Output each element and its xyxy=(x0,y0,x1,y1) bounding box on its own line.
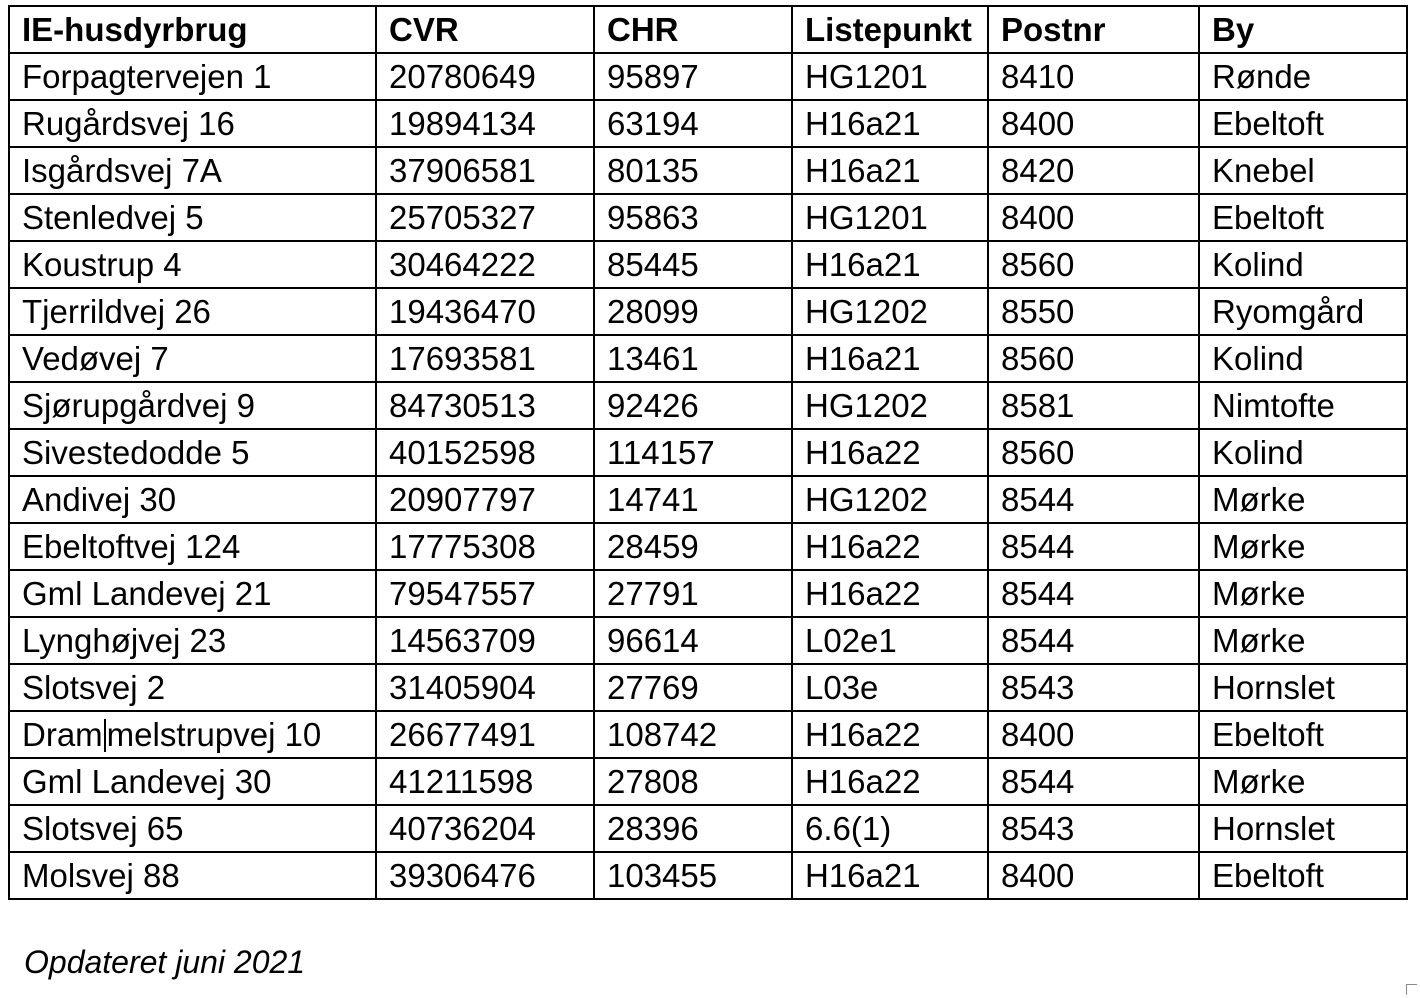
cell-chr[interactable]: 92426 xyxy=(594,382,792,429)
cell-listepunkt[interactable]: H16a21 xyxy=(792,147,988,194)
cell-listepunkt[interactable]: HG1202 xyxy=(792,288,988,335)
cell-listepunkt[interactable]: H16a21 xyxy=(792,241,988,288)
cell-cvr[interactable]: 19894134 xyxy=(376,100,594,147)
cell-listepunkt[interactable]: H16a22 xyxy=(792,758,988,805)
cell-address[interactable]: Ebeltoftvej 124 xyxy=(9,523,376,570)
table-row xyxy=(9,852,1407,899)
cell-address[interactable]: Slotsvej 65 xyxy=(9,805,376,852)
header-row xyxy=(9,6,1407,53)
cell-cvr[interactable]: 40152598 xyxy=(376,429,594,476)
cell-address[interactable]: Molsvej 88 xyxy=(9,852,376,899)
cell-cvr[interactable]: 41211598 xyxy=(376,758,594,805)
cell-chr[interactable]: 27769 xyxy=(594,664,792,711)
cell-listepunkt[interactable]: HG1202 xyxy=(792,382,988,429)
cell-postnr[interactable]: 8400 xyxy=(988,711,1199,758)
table-row xyxy=(9,429,1407,476)
cell-chr[interactable]: 95863 xyxy=(594,194,792,241)
header-postnr: Postnr xyxy=(988,6,1199,53)
cell-address[interactable]: Gml Landevej 21 xyxy=(9,570,376,617)
cell-address[interactable]: Vedøvej 7 xyxy=(9,335,376,382)
cell-postnr[interactable]: 8543 xyxy=(988,664,1199,711)
cell-by[interactable]: Hornslet xyxy=(1199,664,1407,711)
cell-cvr[interactable]: 17775308 xyxy=(376,523,594,570)
cell-cvr[interactable]: 14563709 xyxy=(376,617,594,664)
cell-address[interactable]: Dram melstrupvej 10 xyxy=(9,711,376,758)
cell-cvr[interactable]: 40736204 xyxy=(376,805,594,852)
cell-listepunkt[interactable]: H16a22 xyxy=(792,429,988,476)
cell-by[interactable]: Ebeltoft xyxy=(1199,194,1407,241)
cell-by[interactable]: Knebel xyxy=(1199,147,1407,194)
cell-cvr[interactable]: 31405904 xyxy=(376,664,594,711)
cell-address[interactable]: Tjerrildvej 26 xyxy=(9,288,376,335)
cell-postnr[interactable]: 8560 xyxy=(988,241,1199,288)
table-row xyxy=(9,194,1407,241)
cell-by[interactable]: Mørke xyxy=(1199,523,1407,570)
cell-chr[interactable]: 96614 xyxy=(594,617,792,664)
cell-address[interactable]: Sjørupgårdvej 9 xyxy=(9,382,376,429)
table-row xyxy=(9,758,1407,805)
cell-chr[interactable]: 80135 xyxy=(594,147,792,194)
text-cursor xyxy=(104,719,106,752)
cell-chr[interactable]: 114157 xyxy=(594,429,792,476)
table-row xyxy=(9,100,1407,147)
cell-chr[interactable]: 63194 xyxy=(594,100,792,147)
cell-listepunkt[interactable]: H16a22 xyxy=(792,570,988,617)
cell-address[interactable]: Sivestedodde 5 xyxy=(9,429,376,476)
cell-cvr[interactable]: 37906581 xyxy=(376,147,594,194)
table-row xyxy=(9,335,1407,382)
cell-chr[interactable]: 14741 xyxy=(594,476,792,523)
table-row xyxy=(9,805,1407,852)
farm-table xyxy=(8,5,1408,900)
cell-listepunkt[interactable]: HG1201 xyxy=(792,194,988,241)
cell-by[interactable]: Mørke xyxy=(1199,476,1407,523)
table-row xyxy=(9,147,1407,194)
cell-chr[interactable]: 108742 xyxy=(594,711,792,758)
cell-chr[interactable]: 85445 xyxy=(594,241,792,288)
cell-cvr[interactable]: 84730513 xyxy=(376,382,594,429)
cell-by[interactable]: Hornslet xyxy=(1199,805,1407,852)
table-row xyxy=(9,382,1407,429)
cell-by[interactable]: Rønde xyxy=(1199,53,1407,100)
cell-listepunkt[interactable]: H16a21 xyxy=(792,100,988,147)
cell-by[interactable]: Kolind xyxy=(1199,241,1407,288)
cell-cvr[interactable]: 25705327 xyxy=(376,194,594,241)
cell-chr[interactable]: 13461 xyxy=(594,335,792,382)
table-row xyxy=(9,241,1407,288)
header-listepunkt: Listepunkt xyxy=(792,6,988,53)
header-ie-husdyrbrug: IE-husdyrbrug xyxy=(9,6,376,53)
cell-postnr[interactable]: 8544 xyxy=(988,617,1199,664)
update-note: Opdateret juni 2021 xyxy=(24,944,306,980)
cell-listepunkt[interactable]: L02e1 xyxy=(792,617,988,664)
table-row xyxy=(9,53,1407,100)
cell-postnr[interactable]: 8543 xyxy=(988,805,1199,852)
table-row xyxy=(9,476,1407,523)
table-row xyxy=(9,523,1407,570)
cell-by[interactable]: Mørke xyxy=(1199,570,1407,617)
cell-by[interactable]: Kolind xyxy=(1199,335,1407,382)
cell-listepunkt[interactable]: H16a22 xyxy=(792,523,988,570)
page-corner-mark xyxy=(1406,984,1417,995)
cell-cvr[interactable]: 20780649 xyxy=(376,53,594,100)
cell-address[interactable]: Andivej 30 xyxy=(9,476,376,523)
cell-cvr[interactable]: 19436470 xyxy=(376,288,594,335)
table-row xyxy=(9,570,1407,617)
cell-listepunkt[interactable]: 6.6(1) xyxy=(792,805,988,852)
cell-by[interactable]: Ebeltoft xyxy=(1199,100,1407,147)
cell-cvr[interactable]: 30464222 xyxy=(376,241,594,288)
table-row xyxy=(9,664,1407,711)
cell-by[interactable]: Kolind xyxy=(1199,429,1407,476)
cell-address[interactable]: Koustrup 4 xyxy=(9,241,376,288)
cell-listepunkt[interactable]: H16a22 xyxy=(792,711,988,758)
header-chr: CHR xyxy=(594,6,792,53)
cell-by[interactable]: Ebeltoft xyxy=(1199,852,1407,899)
cell-address[interactable]: Isgårdsvej 7A xyxy=(9,147,376,194)
cell-postnr[interactable]: 8420 xyxy=(988,147,1199,194)
cell-postnr[interactable]: 8400 xyxy=(988,194,1199,241)
cell-chr[interactable]: 27791 xyxy=(594,570,792,617)
cell-postnr[interactable]: 8410 xyxy=(988,53,1199,100)
cell-listepunkt[interactable]: H16a21 xyxy=(792,852,988,899)
cell-chr[interactable]: 95897 xyxy=(594,53,792,100)
cell-chr[interactable]: 28396 xyxy=(594,805,792,852)
cell-by[interactable]: Mørke xyxy=(1199,617,1407,664)
cell-chr[interactable]: 103455 xyxy=(594,852,792,899)
cell-by[interactable]: Nimtofte xyxy=(1199,382,1407,429)
cell-postnr[interactable]: 8544 xyxy=(988,476,1199,523)
header-cvr: CVR xyxy=(376,6,594,53)
cell-postnr[interactable]: 8560 xyxy=(988,335,1199,382)
cell-chr[interactable]: 27808 xyxy=(594,758,792,805)
cell-postnr[interactable]: 8400 xyxy=(988,852,1199,899)
cell-postnr[interactable]: 8544 xyxy=(988,570,1199,617)
cell-cvr[interactable]: 26677491 xyxy=(376,711,594,758)
cell-address[interactable]: Lynghøjvej 23 xyxy=(9,617,376,664)
table-row xyxy=(9,288,1407,335)
cell-address[interactable]: Gml Landevej 30 xyxy=(9,758,376,805)
cell-postnr[interactable]: 8544 xyxy=(988,523,1199,570)
cell-cvr[interactable]: 20907797 xyxy=(376,476,594,523)
cell-listepunkt[interactable]: HG1201 xyxy=(792,53,988,100)
cell-postnr[interactable]: 8550 xyxy=(988,288,1199,335)
cell-cvr[interactable]: 39306476 xyxy=(376,852,594,899)
cell-by[interactable]: Mørke xyxy=(1199,758,1407,805)
cell-postnr[interactable]: 8400 xyxy=(988,100,1199,147)
cell-postnr[interactable]: 8544 xyxy=(988,758,1199,805)
cell-address[interactable]: Rugårdsvej 16 xyxy=(9,100,376,147)
table-row xyxy=(9,617,1407,664)
cell-cvr[interactable]: 17693581 xyxy=(376,335,594,382)
cell-by[interactable]: Ryomgård xyxy=(1199,288,1407,335)
table-body xyxy=(9,53,1407,899)
cell-listepunkt[interactable]: L03e xyxy=(792,664,988,711)
header-by: By xyxy=(1199,6,1407,53)
cell-listepunkt[interactable]: HG1202 xyxy=(792,476,988,523)
cell-address[interactable]: Slotsvej 2 xyxy=(9,664,376,711)
cell-by[interactable]: Ebeltoft xyxy=(1199,711,1407,758)
cell-postnr[interactable]: 8560 xyxy=(988,429,1199,476)
cell-chr[interactable]: 28459 xyxy=(594,523,792,570)
cell-listepunkt[interactable]: H16a21 xyxy=(792,335,988,382)
cell-address[interactable]: Stenledvej 5 xyxy=(9,194,376,241)
cell-chr[interactable]: 28099 xyxy=(594,288,792,335)
cell-cvr[interactable]: 79547557 xyxy=(376,570,594,617)
cell-postnr[interactable]: 8581 xyxy=(988,382,1199,429)
table-row xyxy=(9,711,1407,758)
cell-address[interactable]: Forpagtervejen 1 xyxy=(9,53,376,100)
